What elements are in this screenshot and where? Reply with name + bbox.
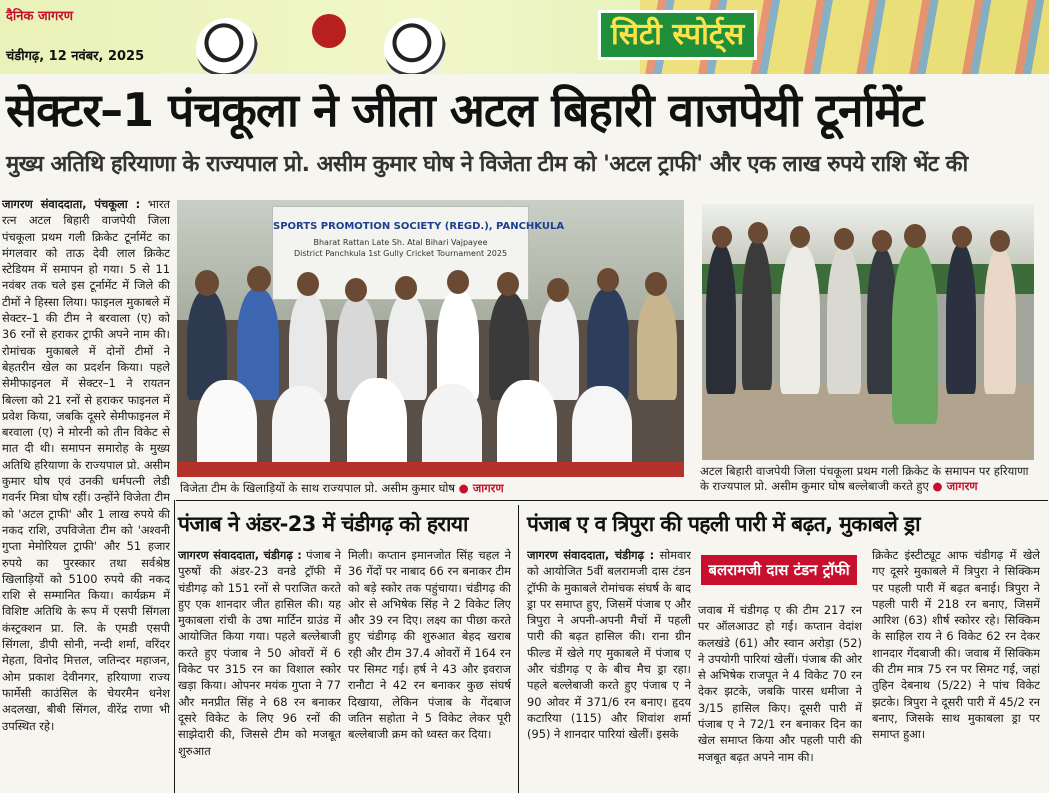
article2-headline: पंजाब ने अंडर-23 में चंडीगढ़ को हराया bbox=[178, 512, 468, 536]
photo2-caption bbox=[700, 464, 1036, 494]
article3-col1-text: सोमवार को आयोजित 5वीं बलरामजी दास टंडन ट्रॉफी के मुकाबले रोमांचक संघर्ष के बाद ड्रा पर समाप्त हुए, जिसमें पंजाब ए और त्रिपुरा ने अपनी-अपनी मैचों में पहली पारी की बढ़त हासिल की। राना ग्रीन फील्ड में खेले गए मुकाबले में पंजाब ए और चंडीगढ़ ए के बीच मैच ड्रा रहा। पहले बल्लेबाजी करते हुए पंजाब ए ने 90 ओवर में 371/6 रन बनाए। हृदय कटारिया (115) और शिवांश शर्मा (95) ने शानदार पारियां खेलीं। इसके bbox=[527, 548, 691, 742]
article3-col3-text: क्रिकेट इंस्टीट्यूट आफ चंडीगढ़ में खेले गए दूसरे मुकाबले में त्रिपुरा ने सिक्किम पर पहली पारी में बढ़त बनाई। त्रिपुरा ने पहली पारी में 218 रन बनाए, जिसमें आरिश (63) शीर्ष स्कोरर रहे। सिक्किम के साहिल राय ने 6 विकेट 62 रन देकर शानदार गेंदबाजी की। जवाब में सिक्किम की टीम मात्र 75 रन पर सिमट गई, जहां तुहिन देबनाथ (5/22) ने पांच विकेट झटके। त्रिपुरा ने दूसरी पारी में 45/2 रन बनाए, जिसके साथ मुकाबला ड्रा पर समाप्त हुआ। bbox=[872, 548, 1040, 742]
lead-text: भारत रत्न अटल बिहारी वाजपेयी जिला पंचकूला प्रथम गली क्रिकेट टूर्नामेंट का मंगलवार को ताऊ देवी लाल क्रिकेट स्टेडियम में समापन हो गया। 5 से 11 नवंबर तक चले इस टूर्नामेंट में जिले की टीमों ने हिस्सा लिया। फाइनल मुकाबले में सेक्टर–1 की टीम ने बरवाला (ए) को 36 रनों से हराकर ट्राफी अपने नाम की। रोमांचक मुकाबले में दोनों टीमों ने बेहतरीन खेल का प्रदर्शन किया। पहले सेमीफाइनल में सेक्टर–1 ने रायतन बिल्ला को 21 रनों से हराकर फाइनल में प्रवेश किया, जबकि दूसरे सेमीफाइनल में बरवाला (ए) ने मोरनी को तीन विकेट से मात दी थी। समापन समारोह के मुख्य अतिथि हरियाणा के राज्यपाल प्रो. असीम कुमार घोष एवं उनकी धर्मपत्नी लेडी गवर्नर मित्रा घोष रहीं। उन्होंने विजेता टीम को 'अटल ट्राफी' और 1 लाख रुपये की नकद राशि, उपविजेता टीम को 'अश्वनी गुप्ता मेमोरियल ट्राफी' और 51 हजार रुपये का पुरस्कार तथा सर्वश्रेष्ठ खिलाड़ियों को 5100 रुपये की नकद राशि से सम्मानित किया। कार्यक्रम में विशिष्ट अतिथि के रूप में एसपी सिंगला कंस्ट्रक्शन प्रा. लि. के एमडी एसपी सिंगला, डीपी सोनी, नन्दी शर्मा, वरिंदर मेहता, विनोद मित्तल, जतिन्दर महाजन, ओम प्रकाश देवीनगर, हरियाणा राज्य फार्मेसी काउंसिल के चेयरमैन धनेश अदलखा, बीबी सिंगल, वीरेंद्र राणा भी उपस्थित रहे। bbox=[2, 197, 170, 733]
article2-column-1 bbox=[178, 547, 341, 793]
article3-column-3 bbox=[872, 547, 1040, 793]
football-icon bbox=[196, 18, 258, 74]
article3-column-2 bbox=[698, 602, 862, 793]
banner-line-1: SPORTS PROMOTION SOCIETY (REGD.), PANCHKULA bbox=[273, 221, 565, 232]
photo2-credit: ● जागरण bbox=[932, 479, 978, 493]
section-masthead bbox=[0, 0, 1049, 74]
main-subheadline: मुख्य अतिथि हरियाणा के राज्यपाल प्रो. असीम कुमार घोष ने विजेता टीम को 'अटल ट्राफी' और एक लाख रुपये राशि भेंट की bbox=[6, 152, 968, 177]
article3-headline: पंजाब ए व त्रिपुरा की पहली पारी में बढ़त, मुकाबले ड्रा bbox=[527, 512, 920, 536]
article3-column-1 bbox=[527, 547, 691, 793]
section-title: सिटी स्पोर्ट्स bbox=[598, 10, 757, 60]
winning-team-photo bbox=[177, 200, 684, 477]
photo1-credit: ● जागरण bbox=[458, 481, 504, 495]
football-icon bbox=[384, 18, 446, 74]
governor-batting-photo bbox=[702, 204, 1034, 460]
trophy-tag: बलरामजी दास टंडन ट्रॉफी bbox=[701, 555, 857, 585]
photo1-caption-text: विजेता टीम के खिलाड़ियों के साथ राज्यपाल प्रो. असीम कुमार घोष bbox=[180, 481, 455, 495]
article2-byline: जागरण संवाददाता, चंडीगढ़ : bbox=[178, 548, 302, 562]
lead-byline: जागरण संवाददाता, पंचकूला : bbox=[2, 197, 141, 211]
article2-col2-text: मिली। कप्तान इमानजोत सिंह चहल ने 36 गेंदों पर नाबाद 66 रन बनाकर टीम को बड़े स्कोर तक पहुंचाया। चंडीगढ़ की ओर से अभिषेक सिंह ने 2 विकेट लिए और 39 रन दिए। लक्ष्य का पीछा करते हुए चंडीगढ़ की शुरुआत बेहद खराब रही और टीम 37.4 ओवरों में 164 रन पर सिमट गई। हर्ष ने 43 और इवराज रानौटा ने 42 रन बनाकर कुछ संघर्ष दिखाया, लेकिन पंजाब के गेंदबाज जतिन सहोता ने 5 विकेट लेकर पूरी बल्लेबाजी क्रम को ध्वस्त कर दिया। bbox=[348, 548, 511, 742]
article2-column-2 bbox=[348, 547, 511, 793]
banner-line-2: Bharat Rattan Late Sh. Atal Bihari Vajpayee bbox=[313, 238, 488, 247]
newspaper-name: दैनिक जागरण bbox=[6, 9, 74, 24]
column-divider bbox=[518, 505, 519, 793]
main-headline: सेक्टर–1 पंचकूला ने जीता अटल बिहारी वाजपेयी टूर्नामेंट bbox=[6, 83, 924, 137]
cricket-ball-icon bbox=[312, 14, 346, 48]
photo1-caption bbox=[180, 481, 685, 496]
article3-byline: जागरण संवाददाता, चंडीगढ़ : bbox=[527, 548, 655, 562]
article3-col2-text: जवाब में चंडीगढ़ ए की टीम 217 रन पर ऑलआउट हो गई। कप्तान वेदांश कलखंडे (61) और स्वान अरोड़ा (52) ने उपयोगी पारियां खेलीं। पंजाब की ओर से अभिषेक राजपूत ने 4 विकेट 70 रन देकर झटके, जबकि पारस धमीजा ने 3/15 हासिल किए। दूसरी पारी में पंजाब ए ने 72/1 रन बनाकर दिन का खेल समाप्त किया और पहली पारी की मजबूत बढ़त अपने नाम की। bbox=[698, 603, 862, 764]
lead-article-body bbox=[2, 196, 170, 793]
section-divider bbox=[176, 500, 1048, 501]
banner-line-3: District Panchkula 1st Gully Cricket Tournament 2025 bbox=[293, 249, 508, 258]
article2-col1-text: पंजाब ने पुरुषों की अंडर-23 वनडे ट्रॉफी में चंडीगढ़ को 151 रनों से पराजित करते हुए एक शानदार जीत हासिल की। यह मुकाबला रांची के उषा मार्टिन ग्राउंड में आयोजित किया गया। पहले बल्लेबाजी करते हुए पंजाब ने 50 ओवरों में 6 विकेट पर 315 रन का विशाल स्कोर खड़ा किया। ओपनर मयंक गुप्ता ने 77 और मनप्रीत सिंह ने 68 रन बनाकर दूसरे विकेट के लिए 96 रनों की साझेदारी की, जिससे टीम को मजबूत शुरुआत bbox=[178, 548, 341, 758]
edition-date: चंडीगढ़, 12 नवंबर, 2025 bbox=[6, 49, 145, 64]
column-divider bbox=[174, 500, 175, 793]
photo2-caption-text: अटल बिहारी वाजपेयी जिला पंचकूला प्रथम गली क्रिकेट के समापन पर हरियाणा के राज्यपाल प्रो. असीम कुमार घोष बल्लेबाजी करते हुए bbox=[700, 464, 1029, 493]
